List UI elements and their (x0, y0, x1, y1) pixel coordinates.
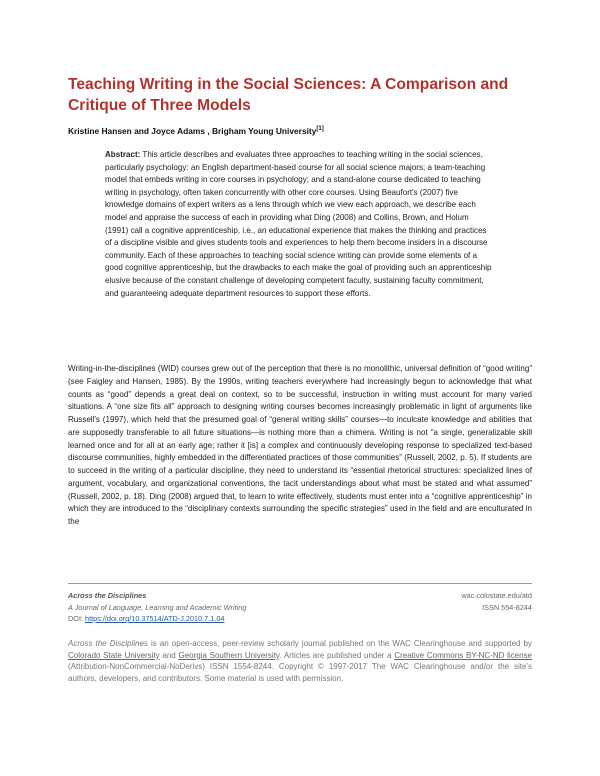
author-names: Kristine Hansen and Joyce Adams , Brigham Young University (68, 125, 317, 136)
journal-name: Across the Disciplines (68, 591, 147, 600)
footer-divider (68, 583, 532, 584)
license-text-4: (Attribution-NonCommercial-NoDerivs) ISSN 1554-8244. Copyright © 1997-2017 The WAC Clearinghouse and/or the site's authors, developers, and contributors. Some material is used with permission. (68, 662, 532, 683)
journal-info (68, 590, 368, 625)
author-line (68, 123, 538, 137)
abstract (105, 149, 493, 300)
license-text-2: and (159, 650, 179, 660)
abstract-text: This article describes and evaluates three approaches to teaching writing in the social sciences, particularly psychology: an English department-based course for all social science majors; a team-teaching model that embeds writing in core courses in psychology; and a stand-alone course dedicated to teaching writing in psychology, often taken concurrently with other core courses. Using Beaufort's (2007) five knowledge domains of expert writers as a lens through which we view each approach, we describe each model and appraise the success of each in providing what Ding (2008) and Collins, Brown, and Holum (1991) call a cognitive apprenticeship, i.e., an educational experience that makes the thinking and practices of a discipline visible and gives students tools and experiences to help them become insiders in a discourse community. Each of these approaches to teaching social science writing can provide some elements of a good cognitive apprenticeship, but the drawbacks to each make the goal of providing such an apprenticeship elusive because of the constant challenge of developing competent faculty, sustaining faculty commitment, and guaranteeing adequate department resources to support these efforts. (105, 150, 492, 298)
doi-link[interactable]: https://doi.org/10.37514/ATD-J.2010.7.1.04 (85, 614, 225, 623)
license-text-3: . Articles are published under a (279, 650, 395, 660)
body-paragraph: Writing-in-the-disciplines (WID) courses grew out of the perception that there is no monolithic, universal definition of “good writing” (see Faigley and Hansen, 1985). By the 1990s, writing teachers everywhere had increasingly begun to acknowledge that what counts as “good” depends a great deal on context, so to be successful, instruction in writing must account for many varied situations. A “one size fits all” approach to designing writing courses becomes increasingly problematic in light of arguments like Russell's (1997), which held that the presumed goal of “general writing skills” courses—to inculcate knowledge and abilities that are supposedly transferable to all future situations—is nothing more than a chimera. Writing is not “a single, generalizable skill learned once and for all at an early age; rather it [is] a complex and continuously developing response to specialized text-based discourse communities, highly embedded in the differentiated practices of those communities” (Russell, 2002, p. 5). If students are to succeed in the writing of a particular discipline, they need to understand its “essential rhetorical structures: specialized lines of argument, vocabulary, and organizational conventions, the tacit understandings about what must be stated and what assumed” (Russell, 2002, p. 18). Ding (2008) argued that, to learn to write effectively, students must enter into a “cognitive apprenticeship” in which they are introduced to the “disciplinary contexts surrounding the specific strategies” used in the field and are enculturated in the (68, 364, 532, 526)
journal-website[interactable]: wac.colostate.edu/atd (461, 591, 532, 600)
journal-subtitle: A Journal of Language, Learning and Academic Writing (68, 602, 247, 612)
doi-line (68, 614, 224, 623)
csu-link[interactable]: Colorado State University (68, 650, 160, 660)
license-text-1: is an open-access, peer-review scholarly journal published on the WAC Clearinghouse and supported by (147, 639, 533, 648)
gsu-link[interactable]: Georgia Southern University (178, 650, 280, 660)
journal-issn: ISSN 554-8244 (482, 602, 532, 612)
article-title: Teaching Writing in the Social Sciences: A Comparison and Critique of Three Models (68, 76, 509, 114)
doi-label: DOI: (68, 614, 86, 623)
abstract-label: Abstract: (105, 150, 141, 159)
author-footnote-marker[interactable]: [1] (316, 126, 324, 132)
license-journal-name: Across the Disciplines (68, 639, 148, 648)
cc-license-link[interactable]: Creative Commons BY-NC-ND license (394, 650, 532, 660)
journal-site-info (400, 590, 532, 613)
license-statement (68, 638, 532, 684)
